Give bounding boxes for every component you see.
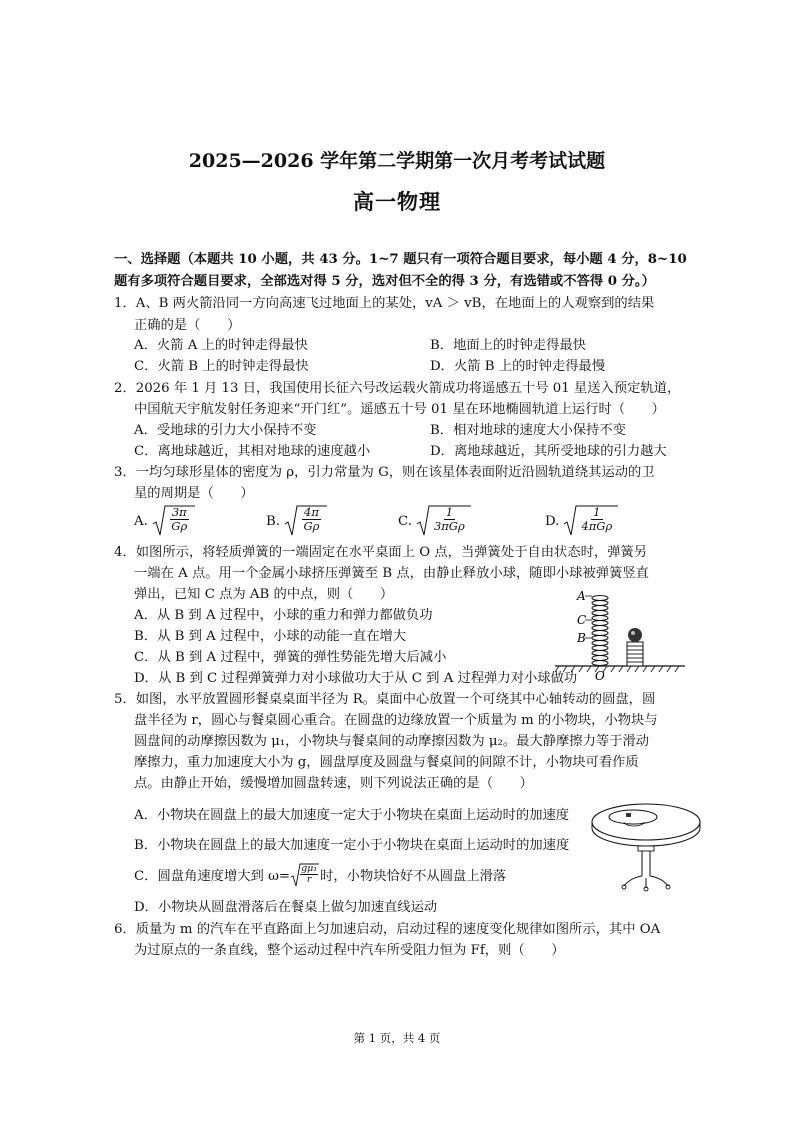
- q5-option-b: B．小物块在圆盘上的最大加速度一定小于小物块在桌面上运动时的加速度: [134, 838, 570, 853]
- q3-b-denominator: Gρ: [303, 519, 320, 533]
- q1-option-d: D．火箭 B 上的时钟走得最慢: [430, 359, 606, 374]
- sqrt-symbol: [290, 862, 320, 888]
- page-footer: 第 1 页，共 4 页: [353, 1031, 441, 1045]
- q3-option-d-label: D.: [545, 513, 560, 529]
- q2-stem-line1: 2．2026 年 1 月 13 日，我国使用长征六号改运载火箭成功将遥感五十号 01 星送入预定轨道，: [114, 381, 681, 396]
- q4-option-d: D．从 B 到 C 过程弹簧弹力对小球做功大于从 C 到 A 过程弹力对小球做功: [134, 671, 578, 686]
- q3-a-numerator: 3π: [171, 505, 187, 519]
- q2-option-c: C．离地球越近，其相对地球的速度越小: [134, 444, 371, 459]
- q4-option-b: B．从 B 到 A 过程中，小球的动能一直在增大: [134, 629, 407, 644]
- q4-option-a: A．从 B 到 A 过程中，小球的重力和弹力都做负功: [134, 608, 433, 623]
- q2-stem-line2: 中国航天宇航发射任务迎来“开门红”。遥感五十号 01 星在环地椭圆轨道上运行时（ ）: [134, 402, 665, 417]
- q4-stem-line2: 一端在 A 点。用一个金属小球挤压弹簧至 B 点，由静止释放小球，随即小球被弹簧竖直: [134, 566, 649, 581]
- sqrt-symbol: [563, 504, 619, 538]
- sqrt-symbol: [416, 504, 472, 538]
- fig-label-a: A: [577, 589, 586, 603]
- q3-c-denominator: 3πGρ: [433, 519, 465, 533]
- q6-stem-line2: 为过原点的一条直线，整个运动过程中汽车所受阻力恒为 Ff，则（ ）: [134, 943, 565, 958]
- q3-option-d: [545, 504, 619, 538]
- q2-option-d: D．离地球越近，其所受地球的引力越大: [430, 444, 667, 459]
- q2-option-b: B．相对地球的速度大小保持不变: [430, 423, 626, 438]
- spring-ball-figure: [555, 582, 695, 682]
- spring-coil: [592, 596, 608, 666]
- q1-option-c: C．火箭 B 上的时钟走得最快: [134, 359, 309, 374]
- q5-option-a: A．小物块在圆盘上的最大加速度一定大于小物块在桌面上运动时的加速度: [134, 808, 570, 823]
- q5-stem-line5: 点。由静止开始，缓慢增加圆盘转速，则下列说法正确的是（ ）: [134, 776, 533, 791]
- q5-option-c-suffix: 时，小物块恰好不从圆盘上滑落: [320, 869, 507, 884]
- exam-title: 2025—2026 学年第二学期第一次月考考试试题: [188, 150, 606, 172]
- q5-stem-line1: 5．如图，水平放置圆形餐桌桌面半径为 R。桌面中心放置一个可绕其中心轴转动的圆盘，圆: [114, 692, 656, 707]
- exam-subject: 高一物理: [353, 189, 441, 214]
- q5-stem-line2: 盘半径为 r，圆心与餐桌圆心重合。在圆盘的边缘放置一个质量为 m 的小物块，小物块与: [134, 713, 658, 728]
- q4-option-c: C．从 B 到 A 过程中，弹簧的弹性势能先增大后减小: [134, 650, 447, 665]
- q3-b-numerator: 4π: [304, 505, 319, 519]
- sqrt-symbol: [152, 504, 196, 538]
- q5-option-c-prefix: C．圆盘角速度增大到 ω=: [134, 869, 291, 884]
- q5-c-denominator: r: [306, 874, 312, 885]
- q3-option-a-label: A.: [134, 513, 148, 529]
- fig-label-o: O: [595, 669, 605, 682]
- q3-d-denominator: 4πGρ: [581, 519, 613, 533]
- q5-option-c: [134, 863, 507, 888]
- q3-option-a: [134, 504, 196, 538]
- fig-label-c: C: [577, 613, 587, 627]
- q1-option-a: A．火箭 A 上的时钟走得最快: [134, 338, 308, 353]
- q3-c-numerator: 1: [445, 505, 454, 519]
- section-heading-line1: 一、选择题（本题共 10 小题，共 43 分。1~7 题只有一项符合题目要求，每小题 4 分，8~10: [114, 252, 687, 267]
- rotating-table-figure: [590, 800, 702, 892]
- q3-option-c: [398, 504, 472, 538]
- q3-option-c-label: C.: [398, 513, 412, 529]
- section-heading-line2: 题有多项符合题目要求，全部选对得 5 分，选对但不全的得 3 分，有选错或不答得 0 分。）: [114, 274, 655, 289]
- q5-stem-line4: 摩擦力，重力加速度大小为 g，圆盘厚度及圆盘与餐桌间的间隙不计，小物块可看作质: [134, 755, 639, 770]
- q4-stem-line1: 4．如图所示，将轻质弹簧的一端固定在水平桌面上 O 点，当弹簧处于自由状态时，弹簧另: [114, 545, 648, 560]
- q1-option-b: B．地面上的时钟走得最快: [430, 338, 587, 353]
- q6-stem-line1: 6．质量为 m 的汽车在平直路面上匀加速启动，启动过程的速度变化规律如图所示，其中 OA: [114, 922, 661, 937]
- q5-stem-line3: 圆盘间的动摩擦因数为 μ₁，小物块与餐桌间的动摩擦因数为 μ₂。最大静摩擦力等于滑动: [134, 734, 650, 749]
- q3-stem-line2: 星的周期是（ ）: [134, 486, 254, 501]
- q4-stem-line3: 弹出，已知 C 点为 AB 的中点，则（ ）: [134, 587, 394, 602]
- q5-c-numerator: gμ₁: [301, 863, 318, 874]
- q2-option-a: A．受地球的引力大小保持不变: [134, 423, 317, 438]
- q3-a-denominator: Gρ: [171, 519, 188, 533]
- q3-stem-line1: 3．一均匀球形星体的密度为 ρ，引力常量为 G，则在该星体表面附近沿圆轨道绕其运动的卫: [114, 465, 655, 480]
- q3-option-b: [266, 504, 328, 538]
- q5-option-d: D．小物块从圆盘滑落后在餐桌上做匀加速直线运动: [134, 900, 438, 915]
- sqrt-symbol: [284, 504, 328, 538]
- q3-d-numerator: 1: [593, 505, 601, 519]
- q3-option-b-label: B.: [266, 513, 280, 529]
- fig-label-b: B: [577, 631, 586, 645]
- metal-ball: [628, 628, 642, 642]
- small-block: [626, 813, 631, 817]
- q1-stem-line2: 正确的是（ ）: [134, 318, 241, 333]
- q1-stem-line1: 1．A、B 两火箭沿同一方向高速飞过地面上的某处，vA ＞ vB，在地面上的人观察到的结果: [114, 296, 655, 311]
